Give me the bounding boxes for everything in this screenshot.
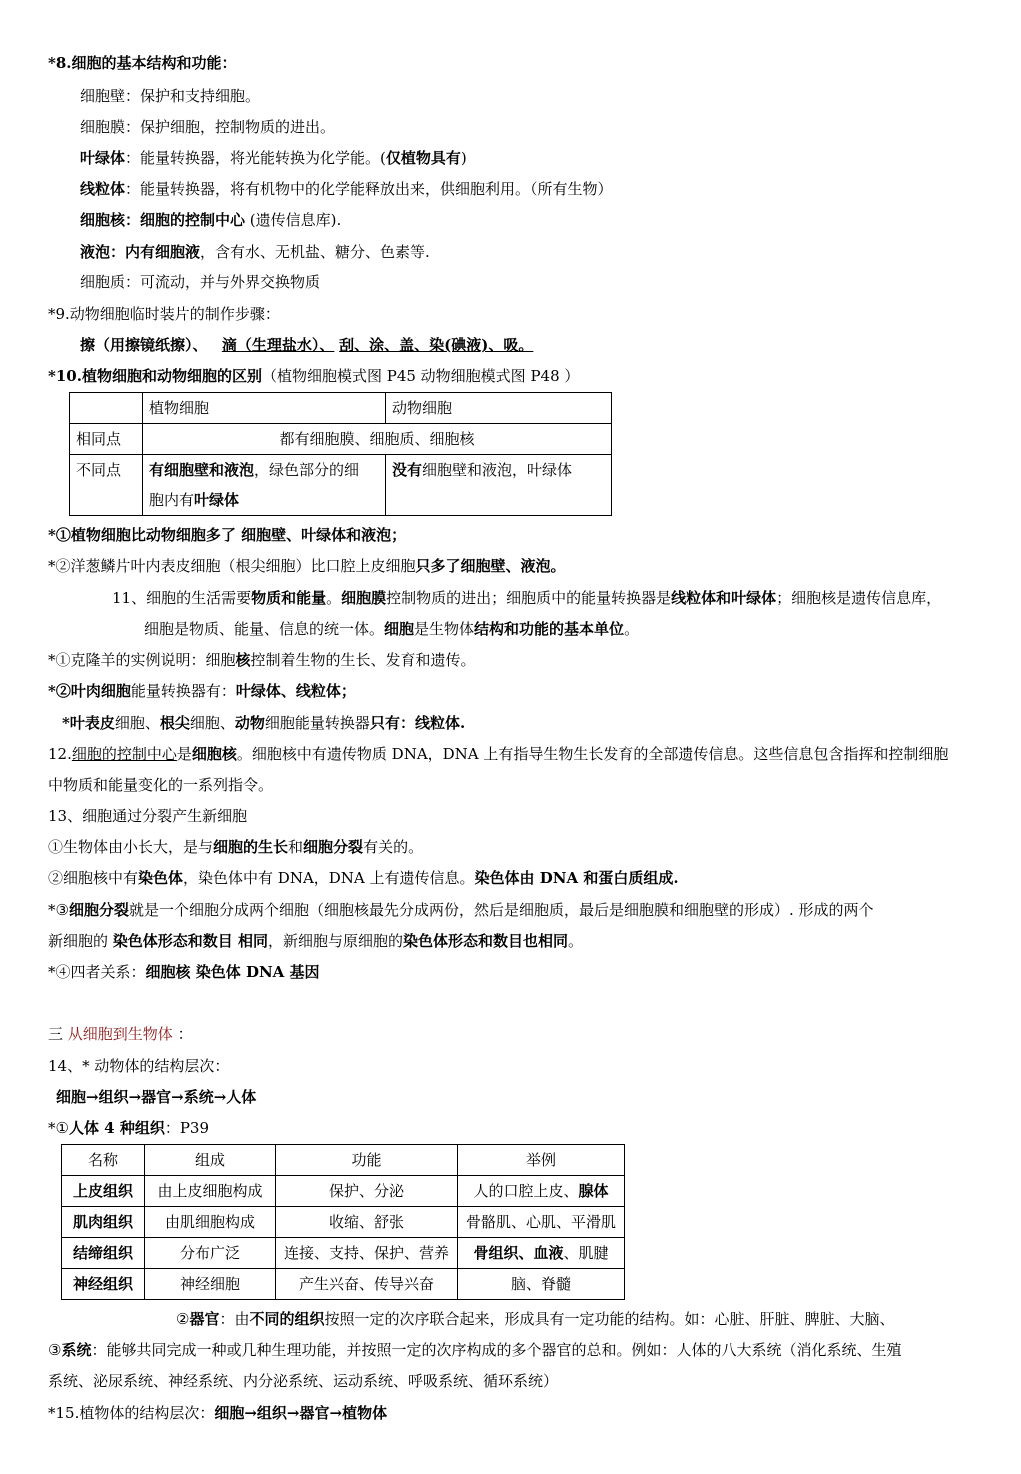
table-cell: 人的口腔上皮、腺体 (458, 1176, 625, 1207)
s13-p2: ②细胞核中有染色体，染色体中有 DNA，DNA 上有遗传信息。染色体由 DNA 和蛋白质组成. (48, 869, 679, 887)
table-row (62, 1176, 625, 1207)
table-cell: 骨组织、血液、肌腱 (458, 1238, 625, 1269)
table-cell: 由上皮细胞构成 (145, 1176, 276, 1207)
table-cell: 神经组织 (62, 1269, 145, 1300)
s13-p4: *④四者关系：细胞核 染色体 DNA 基因 (48, 963, 320, 981)
s13-title: 13、细胞通过分裂产生新细胞 (48, 807, 248, 825)
s14-title: 14、* 动物体的结构层次： (48, 1057, 230, 1075)
tissue-table (61, 1144, 625, 1300)
s8-title: *8.细胞的基本结构和功能： (48, 54, 237, 72)
table-cell: 肌肉组织 (62, 1207, 145, 1238)
animal-levels: 细胞→组织→器官→系统→人体 (56, 1088, 257, 1106)
table-cell: 都有细胞膜、细胞质、细胞核 (143, 424, 612, 455)
part3-title: 三 从细胞到生物体 ： (48, 1025, 193, 1043)
table-cell (70, 393, 143, 424)
table-cell: 骨骼肌、心肌、平滑肌 (458, 1207, 625, 1238)
s15-line: *15.植物体的结构层次：细胞→组织→器官→植物体 (48, 1404, 388, 1422)
table-header: 举例 (458, 1145, 625, 1176)
table-row (62, 1145, 625, 1176)
table-row (62, 1238, 625, 1269)
nucleus-line: 细胞核：细胞的控制中心 (遗传信息库). (80, 211, 342, 229)
s13-p1: ①生物体由小长大，是与细胞的生长和细胞分裂有关的。 (48, 838, 424, 856)
s9-title: *9.动物细胞临时装片的制作步骤： (48, 305, 280, 323)
s9-steps: 擦（用擦镜纸擦）、 滴（生理盐水）、 刮、涂、盖、染(碘液)、吸。 (80, 336, 534, 354)
table-cell: 结缔组织 (62, 1238, 145, 1269)
s11-line2: 细胞是物质、能量、信息的统一体。细胞是生物体结构和功能的基本单位。 (144, 620, 640, 638)
s12-line1: 12.细胞的控制中心是细胞核。细胞核中有遗传物质 DNA，DNA 上有指导生物生长发育的全部遗传信息。这些信息包含指挥和控制细胞 (48, 745, 949, 763)
table-cell: 动物细胞 (386, 393, 612, 424)
s12-line2: 中物质和能量变化的一系列指令。 (48, 776, 274, 794)
table-cell: 没有细胞壁和液泡，叶绿体 (386, 455, 612, 516)
table-cell: 连接、支持、保护、营养 (276, 1238, 458, 1269)
cell-wall-line: 细胞壁：保护和支持细胞。 (80, 87, 261, 105)
table-cell: 不同点 (70, 455, 143, 516)
table-cell: 分布广泛 (145, 1238, 276, 1269)
table-header: 功能 (276, 1145, 458, 1176)
table-cell: 收缩、舒张 (276, 1207, 458, 1238)
table-cell: 植物细胞 (143, 393, 386, 424)
system-line: ③系统：能够共同完成一种或几种生理功能，并按照一定的次序构成的多个器官的总和。例如：人体的八大系统（消化系统、生殖 (48, 1341, 902, 1359)
cell-membrane-line: 细胞膜：保护细胞，控制物质的进出。 (80, 118, 336, 136)
table-cell: 神经细胞 (145, 1269, 276, 1300)
cytoplasm-line: 细胞质：可流动，并与外界交换物质 (80, 273, 321, 291)
s10-note1: *①植物细胞比动物细胞多了 细胞壁、叶绿体和液泡； (48, 526, 407, 544)
chloroplast-line: 叶绿体：能量转换器，将光能转换为化学能。(仅植物具有) (80, 149, 467, 167)
table-cell: 由肌细胞构成 (145, 1207, 276, 1238)
s11-line1: 11、细胞的生活需要物质和能量。细胞膜控制物质的进出；细胞质中的能量转换器是线粒体和叶绿体；细胞核是遗传信息库， (112, 589, 942, 607)
s13-p3-cont: 新细胞的 染色体形态和数目 相同，新细胞与原细胞的染色体形态和数目也相同。 (48, 932, 584, 950)
table-header: 组成 (145, 1145, 276, 1176)
s11-note3: *叶表皮细胞、根尖细胞、动物细胞能量转换器只有：线粒体. (62, 714, 466, 732)
s11-note2: *②叶肉细胞能量转换器有：叶绿体、线粒体； (48, 682, 356, 700)
table-cell: 有细胞壁和液泡，绿色部分的细 胞内有叶绿体 (143, 455, 386, 516)
s13-p3: *③细胞分裂就是一个细胞分成两个细胞（细胞核最先分成两份，然后是细胞质，最后是细胞膜和细胞壁的形成）. 形成的两个 (48, 901, 874, 919)
organ-line: ②器官：由不同的组织按照一定的次序联合起来，形成具有一定功能的结构。如：心脏、肝脏、脾脏、大脑、 (176, 1310, 895, 1328)
table-row (70, 424, 612, 455)
table-row (62, 1269, 625, 1300)
table-row (70, 455, 612, 516)
table-cell: 产生兴奋、传导兴奋 (276, 1269, 458, 1300)
vacuole-line: 液泡：内有细胞液，含有水、无机盐、糖分、色素等. (80, 243, 430, 261)
mitochondria-line: 线粒体：能量转换器，将有机物中的化学能释放出来，供细胞利用。（所有生物） (80, 180, 613, 198)
tissue-title: *①人体 4 种组织：P39 (48, 1119, 210, 1137)
table-header: 名称 (62, 1145, 145, 1176)
table-cell: 脑、脊髓 (458, 1269, 625, 1300)
s10-note2: *②洋葱鳞片叶内表皮细胞（根尖细胞）比口腔上皮细胞只多了细胞壁、液泡。 (48, 557, 566, 575)
s11-note1: *①克隆羊的实例说明：细胞核控制着生物的生长、发育和遗传。 (48, 651, 476, 669)
table-row (62, 1207, 625, 1238)
table-row (70, 393, 612, 424)
system-line-cont: 系统、泌尿系统、神经系统、内分泌系统、运动系统、呼吸系统、循环系统） (48, 1372, 559, 1390)
cell-comparison-table (69, 392, 612, 516)
table-cell: 相同点 (70, 424, 143, 455)
s10-title: *10.植物细胞和动物细胞的区别（植物细胞模式图 P45 动物细胞模式图 P48 ） (48, 367, 580, 385)
table-cell: 上皮组织 (62, 1176, 145, 1207)
table-cell: 保护、分泌 (276, 1176, 458, 1207)
